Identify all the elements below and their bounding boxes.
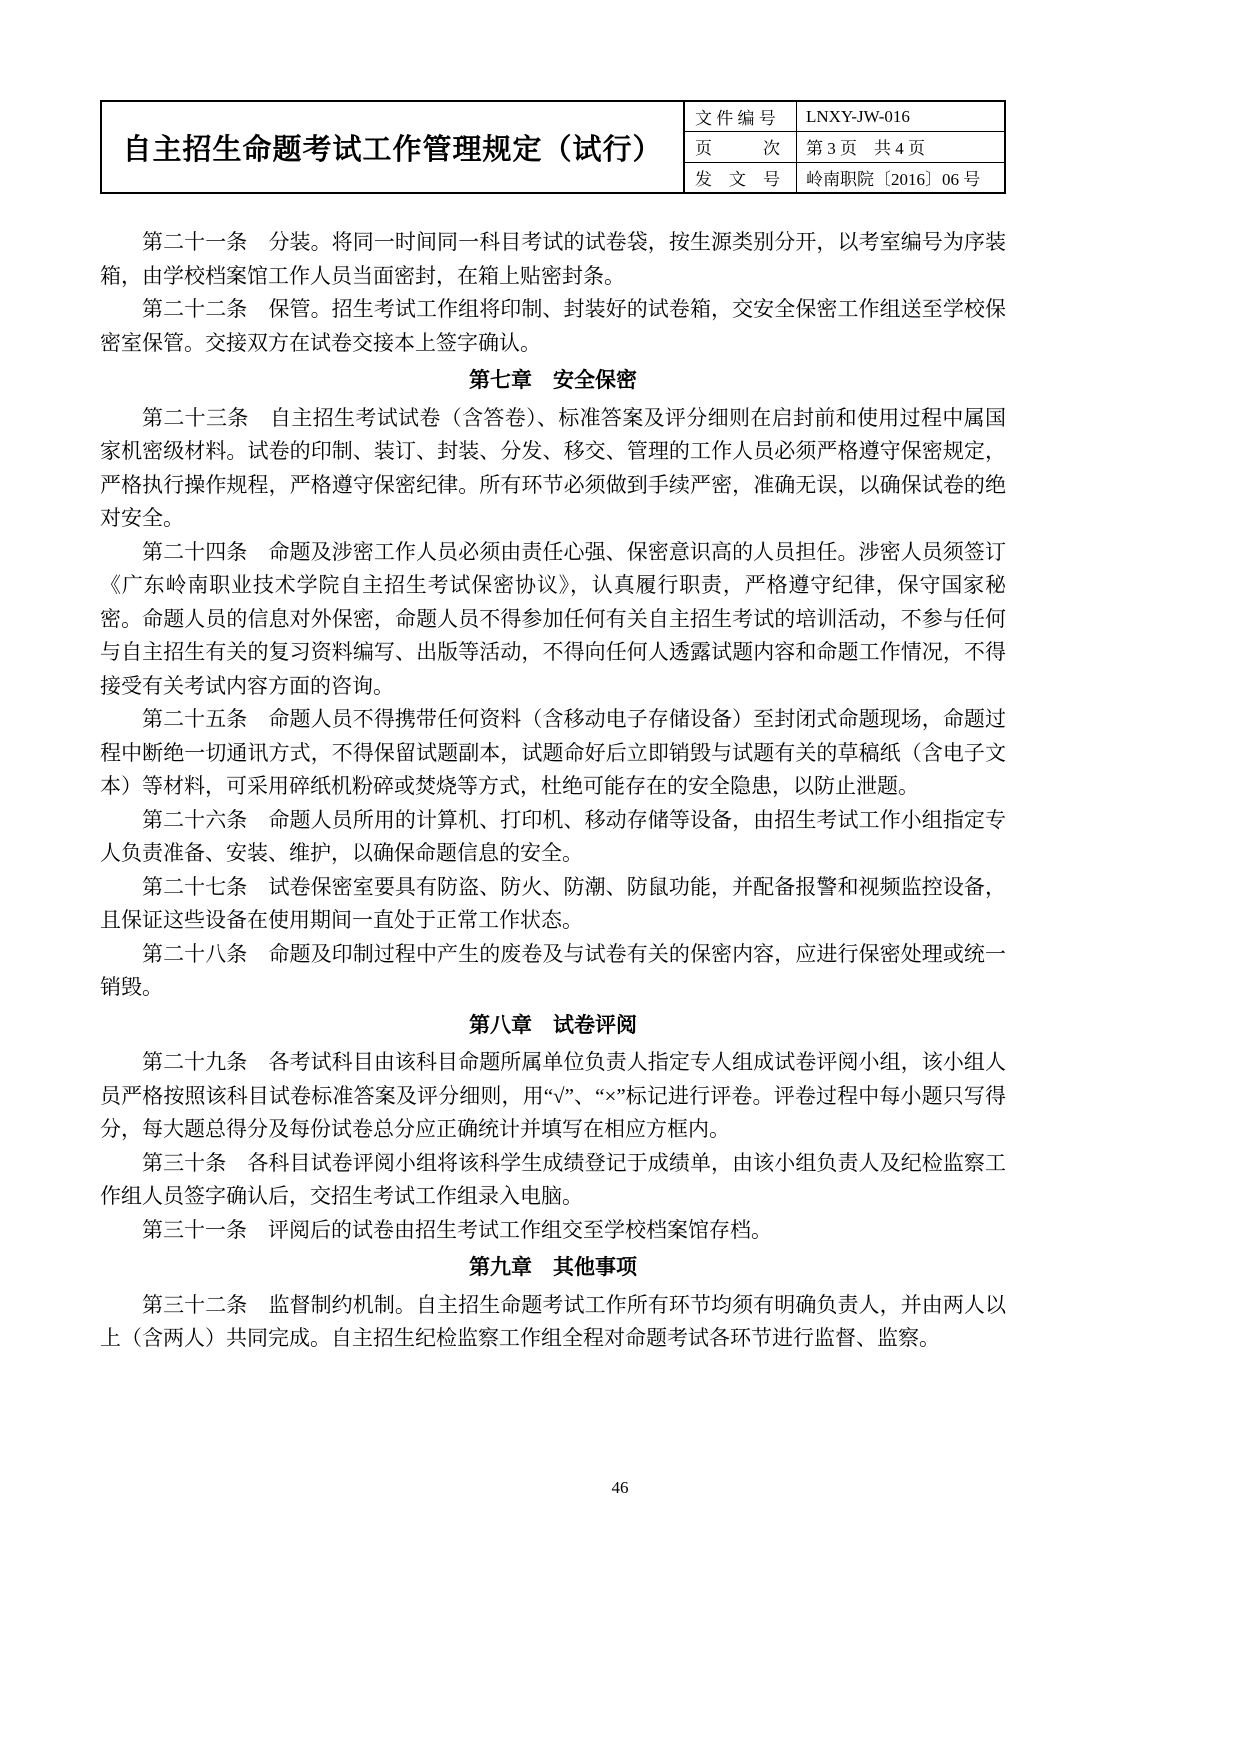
paragraph: 第二十九条 各考试科目由该科目命题所属单位负责人指定专人组成试卷评阅小组，该小组人员严格按照该科目试卷标准答案及评分细则，用“√”、“×”标记进行评卷。评卷过程中每小题只写得分，每大题总得分及每份试卷总分应正确统计并填写在相应方框内。 (100, 1050, 1006, 1141)
chapter-heading: 第七章 安全保密 (469, 369, 637, 392)
header-meta-row (685, 102, 1004, 132)
paragraph: 第三十一条 评阅后的试卷由招生考试工作组交至学校档案馆存档。 (142, 1217, 772, 1242)
paragraph: 第二十六条 命题人员所用的计算机、打印机、移动存储等设备，由招生考试工作小组指定专人负责准备、安装、维护，以确保命题信息的安全。 (100, 807, 1006, 865)
paragraph: 第二十七条 试卷保密室要具有防盗、防火、防潮、防鼠功能，并配备报警和视频监控设备，且保证这些设备在使用期间一直处于正常工作状态。 (100, 874, 1006, 932)
paragraph: 第三十二条 监督制约机制。自主招生命题考试工作所有环节均须有明确负责人，并由两人以上（含两人）共同完成。自主招生纪检监察工作组全程对命题考试各环节进行监督、监察。 (100, 1292, 1006, 1350)
paragraph: 第二十五条 命题人员不得携带任何资料（含移动电子存储设备）至封闭式命题现场，命题过程中断绝一切通讯方式，不得保留试题副本，试题命好后立即销毁与试题有关的草稿纸（含电子文本）等材料，可采用碎纸机粉碎或焚烧等方式，杜绝可能存在的安全隐患，以防止泄题。 (100, 707, 1006, 798)
header-meta-row (685, 132, 1004, 162)
meta-value: 第 3 页 共 4 页 (806, 139, 925, 159)
paragraph: 第二十一条 分装。将同一时间同一科目考试的试卷袋，按生源类别分开，以考室编号为序装箱，由学校档案馆工作人员当面密封，在箱上贴密封条。 (100, 230, 1006, 288)
paragraph: 第二十二条 保管。招生考试工作组将印制、封装好的试卷箱，交安全保密工作组送至学校保密室保管。交接双方在试卷交接本上签字确认。 (100, 297, 1006, 355)
chapter-heading: 第九章 其他事项 (469, 1256, 637, 1279)
meta-value: 岭南职院〔2016〕06 号 (806, 169, 981, 189)
paragraph: 第二十四条 命题及涉密工作人员必须由责任心强、保密意识高的人员担任。涉密人员须签订《广东岭南职业技术学院自主招生考试保密协议》，认真履行职责，严格遵守纪律，保守国家秘密。命题人员的信息对外保密，命题人员不得参加任何有关自主招生考试的培训活动，不参与任何与自主招生有关的复习资料编写、出版等活动，不得向任何人透露试题内容和命题工作情况，不得接受有关考试内容方面的咨询。 (100, 539, 1006, 698)
header-box (100, 100, 1006, 194)
chapter-heading: 第八章 试卷评阅 (469, 1013, 637, 1037)
header-meta-table (683, 102, 1004, 192)
meta-label: 文 件 编 号 (685, 102, 797, 131)
meta-label: 页 次 (685, 132, 797, 161)
paragraph: 第二十八条 命题及印制过程中产生的废卷及与试卷有关的保密内容，应进行保密处理或统一销毁。 (100, 941, 1006, 999)
meta-label: 发 文 号 (685, 163, 797, 192)
meta-value: LNXY-JW-016 (806, 106, 910, 126)
page-number: 46 (611, 1478, 629, 1497)
document-body (100, 226, 1006, 1356)
paragraph: 第二十三条 自主招生考试试卷（含答卷）、标准答案及评分细则在启封前和使用过程中属国家机密级材料。试卷的印制、装订、封装、分发、移交、管理的工作人员必须严格遵守保密规定，严格执行操作规程，严格遵守保密纪律。所有环节必须做到手续严密，准确无误，以确保试卷的绝对安全。 (100, 405, 1006, 530)
document-title: 自主招生命题考试工作管理规定（试行） (122, 133, 663, 166)
paragraph: 第三十条 各科目试卷评阅小组将该科学生成绩登记于成绩单，由该小组负责人及纪检监察工作组人员签字确认后，交招生考试工作组录入电脑。 (100, 1150, 1006, 1208)
header-meta-row (685, 163, 1004, 192)
